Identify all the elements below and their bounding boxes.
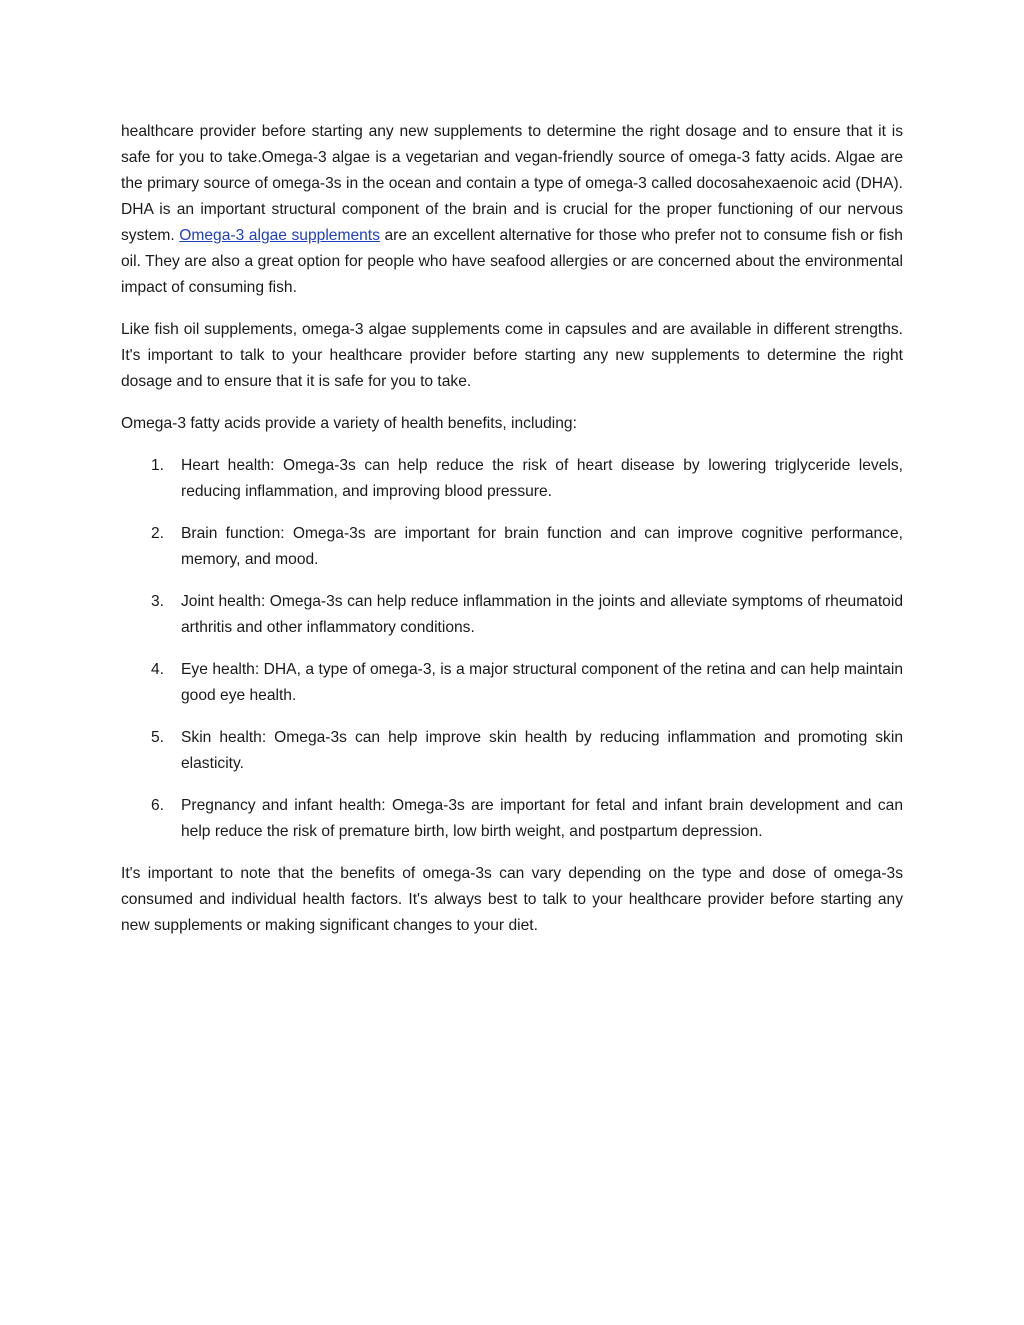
list-item-text: Joint health: Omega-3s can help reduce inflammation in the joints and alleviate symptoms of rheumatoid arthritis and other inflammatory conditions. <box>181 593 903 636</box>
paragraph-conclusion: It's important to note that the benefits of omega-3s can vary depending on the type and dose of omega-3s consumed and individual health factors. It's always best to talk to your healthcare provider before starting any new supplements or making significant changes to your diet. <box>121 865 903 934</box>
paragraph-fish-oil: Like fish oil supplements, omega-3 algae supplements come in capsules and are available in different strengths. It's important to talk to your healthcare provider before starting any new supplements to determine the right dosage and to ensure that it is safe for you to take. <box>121 321 903 390</box>
list-number: 6. <box>151 797 165 814</box>
list-item-text: Pregnancy and infant health: Omega-3s are important for fetal and infant brain development and can help reduce the risk of premature birth, low birth weight, and postpartum depression. <box>181 797 903 840</box>
list-item <box>121 657 903 709</box>
list-item <box>121 453 903 505</box>
list-item <box>121 521 903 573</box>
list-item <box>121 725 903 777</box>
list-number: 4. <box>151 661 165 678</box>
list-number: 5. <box>151 729 165 746</box>
benefits-list <box>121 453 903 845</box>
benefits-intro: Omega-3 fatty acids provide a variety of health benefits, including: <box>121 415 577 432</box>
list-number: 3. <box>151 593 165 610</box>
list-number: 2. <box>151 525 165 542</box>
list-item-text: Heart health: Omega-3s can help reduce the risk of heart disease by lowering triglyceride levels, reducing inflammation, and improving blood pressure. <box>181 457 903 500</box>
list-number: 1. <box>151 457 165 474</box>
list-item <box>121 793 903 845</box>
omega3-algae-supplements-link[interactable]: Omega-3 algae supplements <box>179 227 380 244</box>
list-item-text: Brain function: Omega-3s are important for brain function and can improve cognitive performance, memory, and mood. <box>181 525 903 568</box>
paragraph-text: healthcare provider before starting any new supplements to determine the right dosage and to ensure that it is safe for you to take.Omega-3 algae is a vegetarian and vegan-friendly source of omega-3 fatty acids. Algae are the primary source of omega-3s in the ocean and contain a type of omega-3 called docosahexaenoic acid (DHA). DHA is an important structural component of the brain and is crucial for the proper functioning of our nervous system. <box>121 123 903 244</box>
document-page <box>121 119 903 955</box>
list-item-text: Skin health: Omega-3s can help improve skin health by reducing inflammation and promoting skin elasticity. <box>181 729 903 772</box>
list-item-text: Eye health: DHA, a type of omega-3, is a major structural component of the retina and can help maintain good eye health. <box>181 661 903 704</box>
list-item <box>121 589 903 641</box>
paragraph-omega3-algae <box>121 119 903 301</box>
paragraph-text: are an excellent alternative for those who prefer not to consume fish or fish oil. They are also a great option for people who have seafood allergies or are concerned about the environmental impact of consuming fish. <box>121 227 903 296</box>
